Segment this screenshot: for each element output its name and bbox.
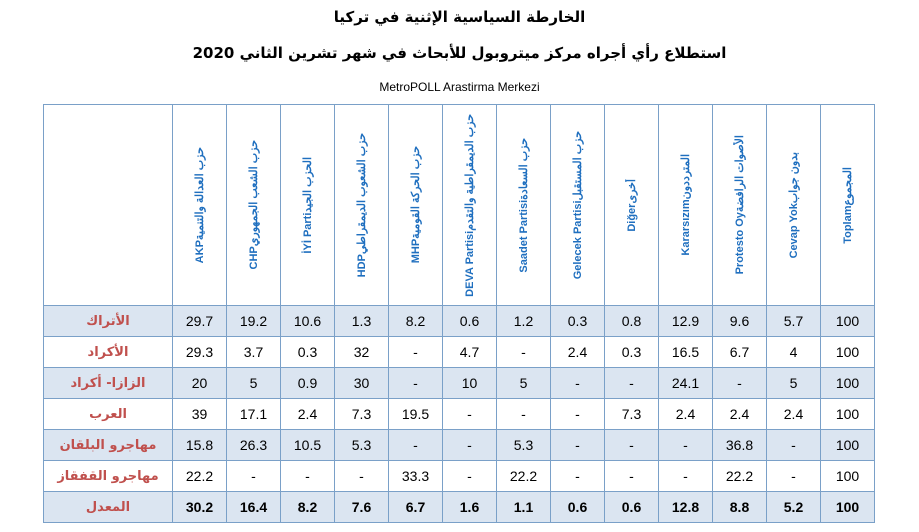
table-cell: 12.9 <box>659 306 713 337</box>
table-cell: 26.3 <box>227 430 281 461</box>
column-header <box>713 105 767 306</box>
table-cell: 29.7 <box>173 306 227 337</box>
column-header-label: Toplamالمجموع <box>842 166 854 244</box>
column-header <box>821 105 875 306</box>
table-cell: 0.3 <box>281 337 335 368</box>
table-cell: 19.5 <box>389 399 443 430</box>
table-cell: 8.2 <box>389 306 443 337</box>
table-cell: 2.4 <box>551 337 605 368</box>
table-cell: 2.4 <box>713 399 767 430</box>
table-cell: 1.3 <box>335 306 389 337</box>
column-header <box>173 105 227 306</box>
table-cell: 6.7 <box>713 337 767 368</box>
column-header <box>767 105 821 306</box>
table-cell: 5.3 <box>335 430 389 461</box>
row-label: الأتراك <box>44 306 173 337</box>
table-cell: 4 <box>767 337 821 368</box>
column-header <box>281 105 335 306</box>
row-label: العرب <box>44 399 173 430</box>
row-label: المعدل <box>44 492 173 523</box>
table-cell: 30.2 <box>173 492 227 523</box>
row-label: مهاجرو القفقاز <box>44 461 173 492</box>
table-cell: - <box>551 368 605 399</box>
table-cell: - <box>335 461 389 492</box>
table-cell: 1.6 <box>443 492 497 523</box>
table-cell: 100 <box>821 368 875 399</box>
table-cell: - <box>713 368 767 399</box>
table-cell: 4.7 <box>443 337 497 368</box>
column-header-label: DEVA Partisiحزب الديمقراطية والتقدم <box>464 113 476 297</box>
table-cell: 19.2 <box>227 306 281 337</box>
table-cell: - <box>767 430 821 461</box>
table-cell: 22.2 <box>713 461 767 492</box>
table-row <box>44 368 875 399</box>
table-cell: 0.6 <box>605 492 659 523</box>
table-cell: - <box>605 461 659 492</box>
table-cell: - <box>551 430 605 461</box>
table-cell: 0.9 <box>281 368 335 399</box>
table-cell: 20 <box>173 368 227 399</box>
column-header <box>335 105 389 306</box>
page-title: الخارطة السياسية الإثنية في تركيا <box>333 8 586 26</box>
column-header-label: Kararsızımالمترددون <box>680 154 692 256</box>
table-row <box>44 337 875 368</box>
table-cell: - <box>281 461 335 492</box>
table-cell: 22.2 <box>497 461 551 492</box>
table-cell: 7.3 <box>605 399 659 430</box>
table-cell: 3.7 <box>227 337 281 368</box>
corner-cell <box>44 105 173 306</box>
table-cell: 5.2 <box>767 492 821 523</box>
table-cell: 2.4 <box>281 399 335 430</box>
column-header <box>605 105 659 306</box>
table-cell: 0.8 <box>605 306 659 337</box>
table-cell: - <box>389 430 443 461</box>
table-cell: 6.7 <box>389 492 443 523</box>
table-cell: 5 <box>227 368 281 399</box>
table-cell: 1.1 <box>497 492 551 523</box>
table-cell: 2.4 <box>767 399 821 430</box>
table-cell: 0.3 <box>605 337 659 368</box>
table-cell: - <box>605 368 659 399</box>
table-cell: - <box>497 399 551 430</box>
column-header <box>443 105 497 306</box>
table-cell: 0.6 <box>443 306 497 337</box>
column-header-label: AKPحزب العدالة والتنمية <box>194 146 206 264</box>
table-cell: 39 <box>173 399 227 430</box>
table-cell: 8.2 <box>281 492 335 523</box>
column-header <box>551 105 605 306</box>
table-cell: - <box>497 337 551 368</box>
table-cell: 12.8 <box>659 492 713 523</box>
column-header-label: Diğerأخرى <box>626 178 638 232</box>
page-subtitle: استطلاع رأي أجراه مركز ميتروبول للأبحاث في شهر تشرين الثاني 2020 <box>192 44 727 62</box>
table-cell: 9.6 <box>713 306 767 337</box>
table-row <box>44 461 875 492</box>
column-header-label: MHPحزب الحركة القومية <box>410 146 422 264</box>
table-cell: 2.4 <box>659 399 713 430</box>
table-cell: 100 <box>821 399 875 430</box>
table-cell: - <box>605 430 659 461</box>
table-cell: 10 <box>443 368 497 399</box>
table-cell: - <box>443 461 497 492</box>
table-cell: 29.3 <box>173 337 227 368</box>
row-label: مهاجرو البلقان <box>44 430 173 461</box>
table-row <box>44 399 875 430</box>
table-row <box>44 306 875 337</box>
table-row <box>44 430 875 461</box>
table-cell: 10.6 <box>281 306 335 337</box>
column-header-label: Protesto Oyالأصوات الرافضة <box>734 135 746 275</box>
table-cell: 24.1 <box>659 368 713 399</box>
table-cell: 36.8 <box>713 430 767 461</box>
column-header <box>227 105 281 306</box>
table-cell: 32 <box>335 337 389 368</box>
table-cell: 17.1 <box>227 399 281 430</box>
table-cell: - <box>551 461 605 492</box>
table-cell: 16.5 <box>659 337 713 368</box>
column-header-label: İYİ Partiالحزب الجيد <box>302 156 314 254</box>
source-label: MetroPOLL Arastirma Merkezi <box>379 80 540 94</box>
column-header-label: Saadet Partisiحزب السعادة <box>518 137 530 273</box>
table-cell: 10.5 <box>281 430 335 461</box>
column-header-label: HDPحزب الشعوب الديمقراطي <box>356 132 368 278</box>
table-cell: 100 <box>821 461 875 492</box>
row-label: الزازا- أكراد <box>44 368 173 399</box>
table-cell: - <box>443 399 497 430</box>
table-cell: 100 <box>821 492 875 523</box>
table-cell: 22.2 <box>173 461 227 492</box>
column-header-label: Gelecek Partisiحزب المستقبل <box>572 130 584 280</box>
table-cell: 5.7 <box>767 306 821 337</box>
table-cell: - <box>659 461 713 492</box>
table-cell: 16.4 <box>227 492 281 523</box>
column-header-label: CHPحزب الشعب الجمهوري <box>248 140 260 270</box>
table-cell: - <box>551 399 605 430</box>
table-cell: 30 <box>335 368 389 399</box>
table-cell: 100 <box>821 306 875 337</box>
table-cell: 100 <box>821 337 875 368</box>
table-cell: - <box>227 461 281 492</box>
table-cell: 5 <box>767 368 821 399</box>
column-header <box>659 105 713 306</box>
table-cell: 5.3 <box>497 430 551 461</box>
poll-table <box>43 104 875 523</box>
table-cell: 1.2 <box>497 306 551 337</box>
table-cell: 7.6 <box>335 492 389 523</box>
row-label: الأكراد <box>44 337 173 368</box>
table-cell: 33.3 <box>389 461 443 492</box>
column-header-label: Cevap Yokبدون جواب <box>788 151 800 259</box>
table-cell: - <box>389 368 443 399</box>
column-header <box>497 105 551 306</box>
table-cell: 8.8 <box>713 492 767 523</box>
table-cell: 15.8 <box>173 430 227 461</box>
header-row <box>44 105 875 306</box>
table-cell: 100 <box>821 430 875 461</box>
table-cell: 7.3 <box>335 399 389 430</box>
table-cell: - <box>659 430 713 461</box>
table-cell: 0.3 <box>551 306 605 337</box>
table-cell: - <box>767 461 821 492</box>
table-cell: 5 <box>497 368 551 399</box>
table-body <box>44 306 875 523</box>
table-cell: - <box>443 430 497 461</box>
column-header <box>389 105 443 306</box>
table-row <box>44 492 875 523</box>
table-cell: - <box>389 337 443 368</box>
table-cell: 0.6 <box>551 492 605 523</box>
